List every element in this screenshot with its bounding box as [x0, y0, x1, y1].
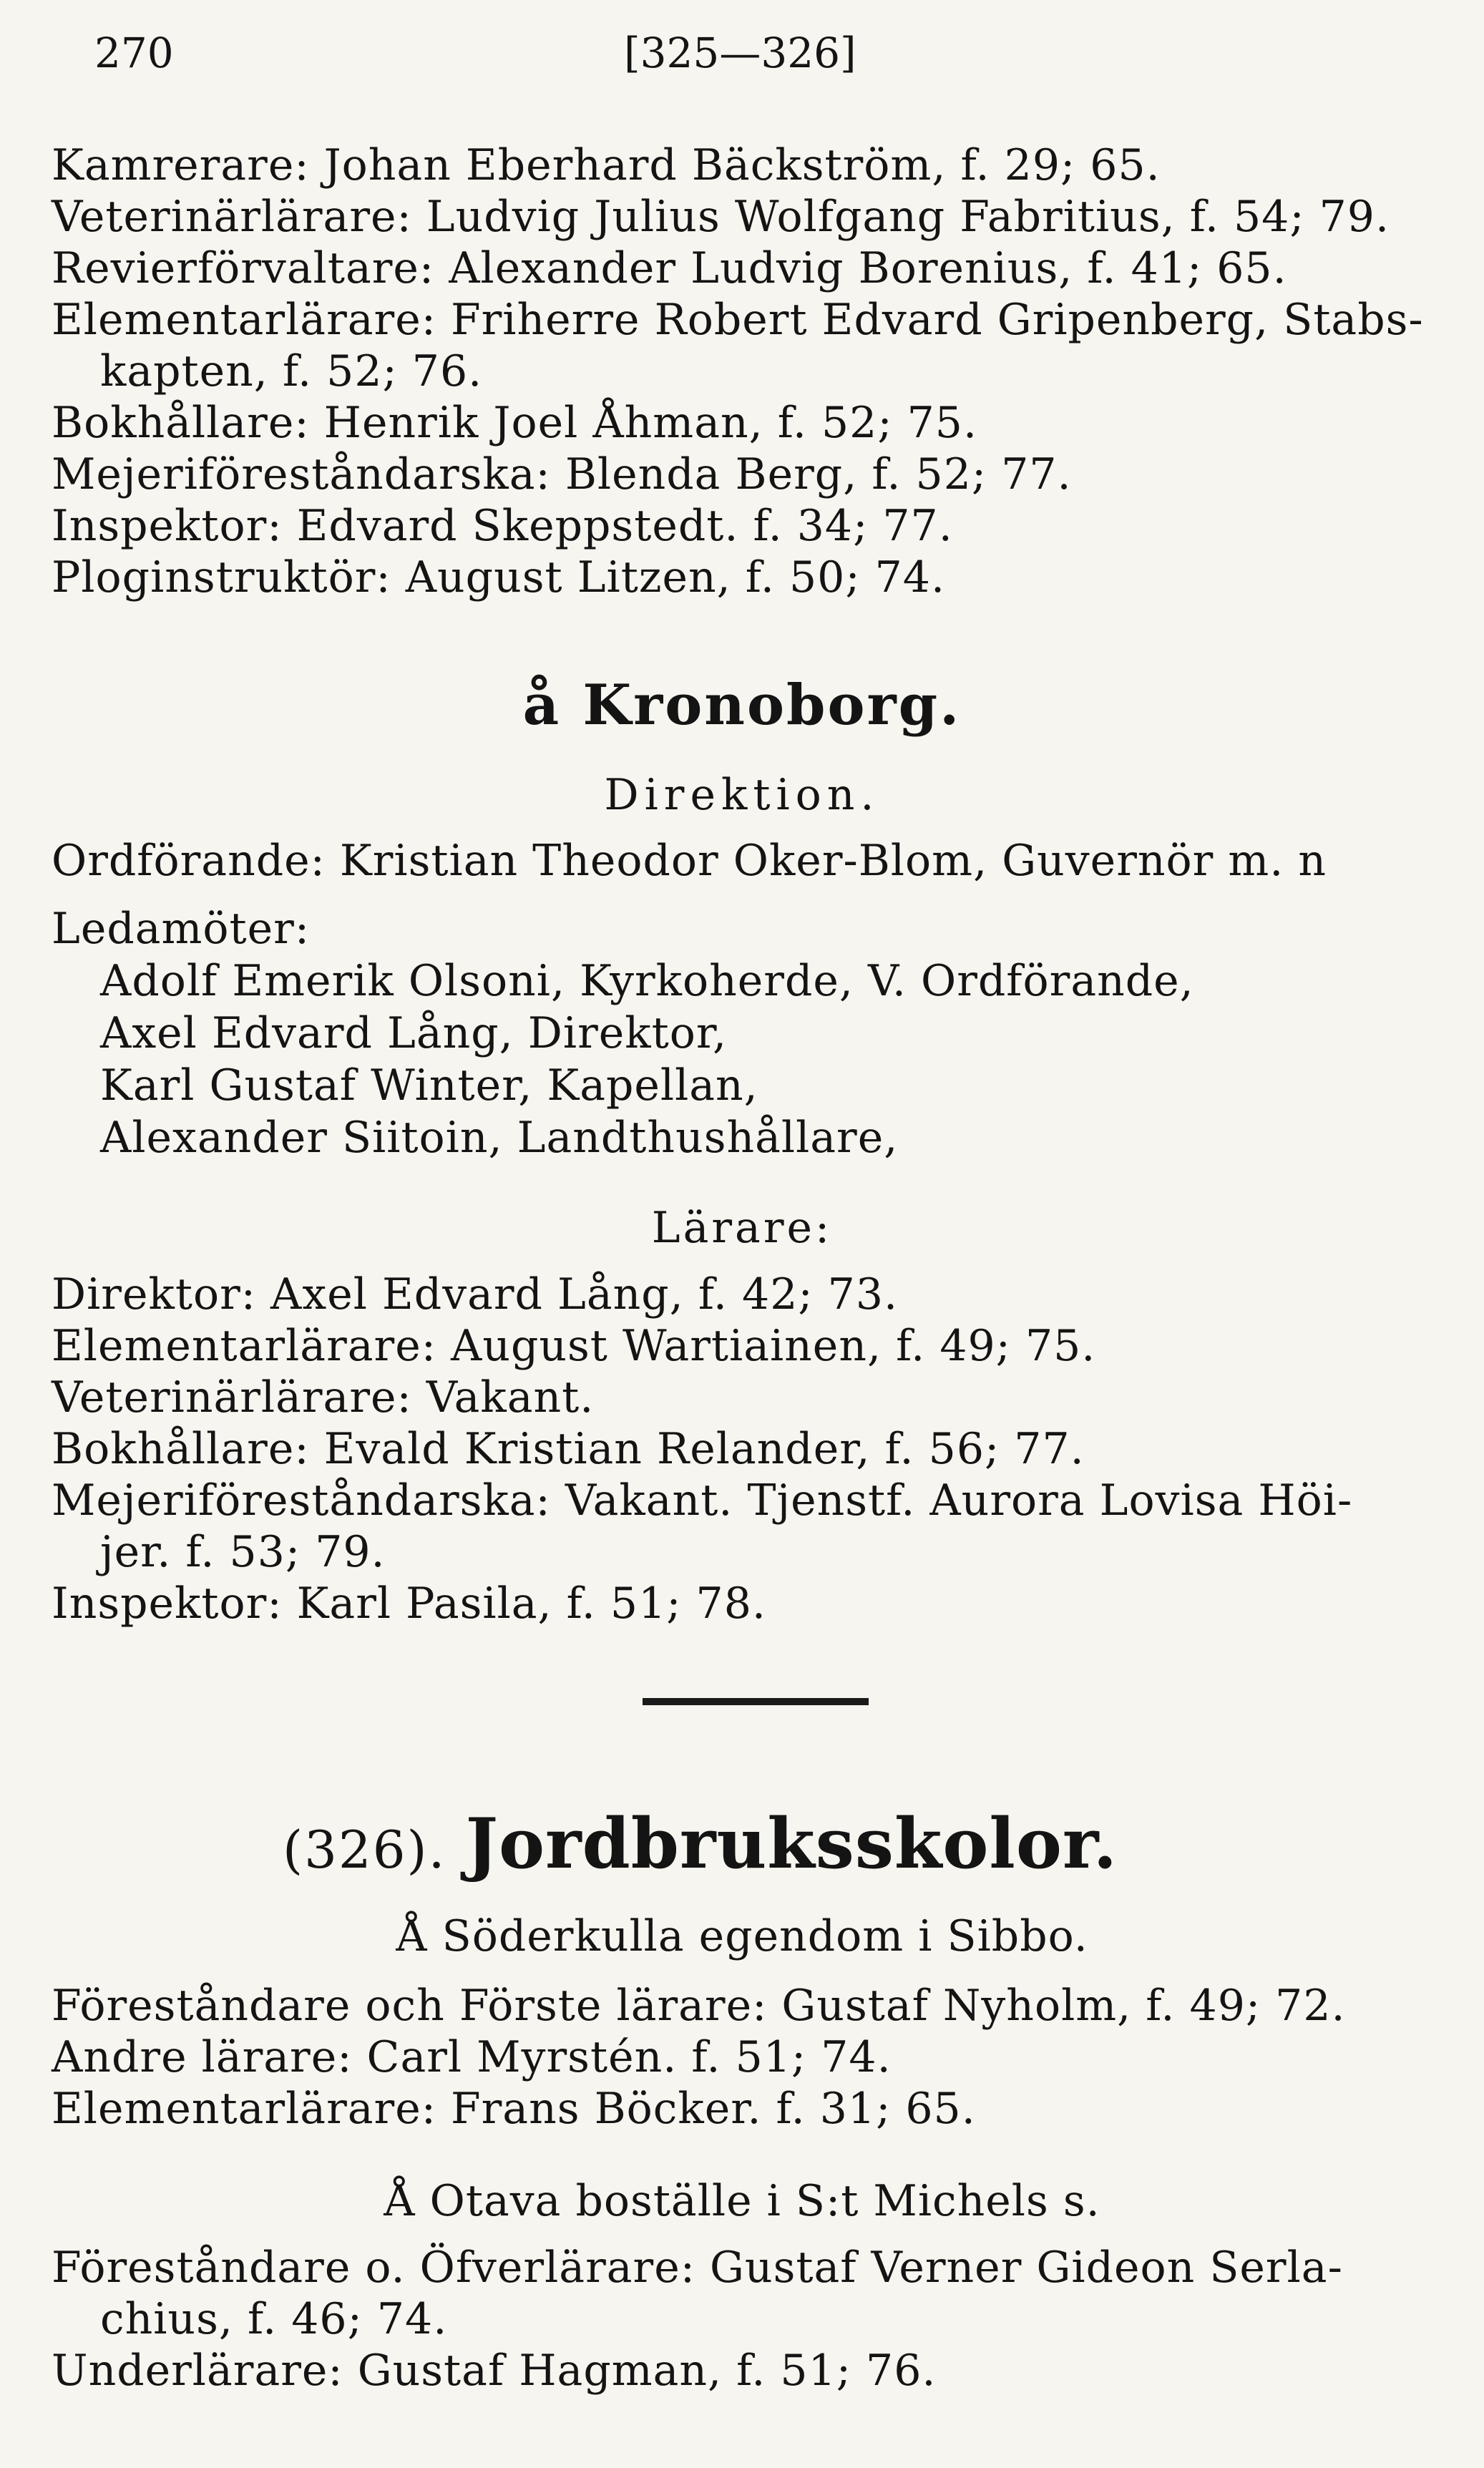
member-line: Karl Gustaf Winter, Kapellan,: [100, 1060, 758, 1111]
text-line: Mejeriföreståndarska: Blenda Berg, f. 52; 77.: [52, 449, 1072, 499]
text-line: Elementarlärare: Frans Böcker. f. 31; 65.: [52, 2084, 976, 2134]
text-line: Underlärare: Gustaf Hagman, f. 51; 76.: [52, 2346, 937, 2396]
text-line: Ploginstruktör: August Litzen, f. 50; 74.: [52, 552, 946, 603]
text-line: Kamrerare: Johan Eberhard Bäckström, f. 29; 65.: [52, 140, 1161, 190]
section-heading-326: [283, 1803, 1118, 1884]
text-line: Veterinärlärare: Ludvig Julius Wolfgang Fabritius, f. 54; 79.: [52, 192, 1390, 242]
text-line: Andre lärare: Carl Myrstén. f. 51; 74.: [52, 2032, 892, 2082]
subheading-soderkulla: Å Söderkulla egendom i Sibbo.: [396, 1911, 1088, 1961]
text-line: Revierförvaltare: Alexander Ludvig Borenius, f. 41; 65.: [52, 243, 1287, 293]
text-line: chius, f. 46; 74.: [100, 2294, 448, 2344]
section-divider: [643, 1698, 869, 1705]
page-number: 270: [94, 29, 174, 77]
subheading-larare: Lärare:: [651, 1203, 833, 1253]
text-line: Elementarlärare: Friherre Robert Edvard Gripenberg, Stabs-: [52, 295, 1424, 345]
member-line: Alexander Siitoin, Landthushållare,: [100, 1113, 899, 1163]
text-line: Inspektor: Edvard Skeppstedt. f. 34; 77.: [52, 501, 953, 551]
paragraph-range: [325—326]: [624, 29, 856, 77]
text-line: Mejeriföreståndarska: Vakant. Tjenstf. Aurora Lovisa Höi-: [52, 1476, 1353, 1526]
text-line: Inspektor: Karl Pasila, f. 51; 78.: [52, 1579, 766, 1629]
section-title: Jordbruksskolor.: [465, 1803, 1118, 1884]
member-line: Adolf Emerik Olsoni, Kyrkoherde, V. Ordförande,: [100, 956, 1194, 1006]
subheading-otava: Å Otava boställe i S:t Michels s.: [384, 2176, 1100, 2226]
text-line: Elementarlärare: August Wartiainen, f. 49; 75.: [52, 1321, 1096, 1371]
subheading-direktion: Direktion.: [604, 770, 880, 820]
text-line: Direktor: Axel Edvard Lång, f. 42; 73.: [52, 1269, 899, 1320]
text-line: Bokhållare: Henrik Joel Åhman, f. 52; 75.: [52, 398, 978, 448]
text-line: Veterinärlärare: Vakant.: [52, 1372, 595, 1423]
members-label: Ledamöter:: [52, 904, 311, 954]
text-line: Ordförande: Kristian Theodor Oker-Blom, Guvernör m. n: [52, 836, 1327, 886]
text-line: Föreståndare o. Öfverlärare: Gustaf Verner Gideon Serla-: [52, 2243, 1343, 2293]
text-line: jer. f. 53; 79.: [100, 1527, 386, 1577]
section-heading-kronoborg: å Kronoborg.: [522, 673, 962, 738]
text-line: Föreståndare och Förste lärare: Gustaf Nyholm, f. 49; 72.: [52, 1981, 1346, 2031]
member-line: Axel Edvard Lång, Direktor,: [100, 1008, 728, 1058]
section-number: (326).: [283, 1820, 446, 1880]
text-line: Bokhållare: Evald Kristian Relander, f. 56; 77.: [52, 1424, 1085, 1474]
text-line: kapten, f. 52; 76.: [100, 346, 483, 396]
